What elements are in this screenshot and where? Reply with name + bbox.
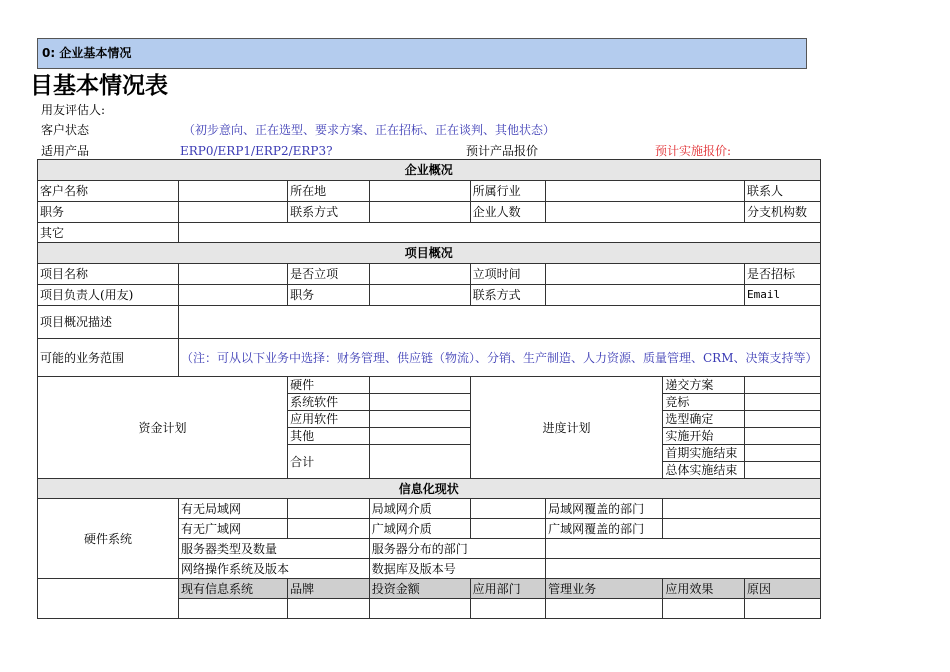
schedule-plan-label: 进度计划 bbox=[470, 377, 663, 479]
customer-name-label: 客户名称 bbox=[38, 181, 179, 202]
section-it-status: 信息化现状 bbox=[38, 479, 821, 499]
schedule-date-cell[interactable] bbox=[745, 394, 821, 411]
funding-item: 应用软件 bbox=[288, 411, 370, 428]
wan-cell[interactable] bbox=[288, 519, 370, 539]
section-project: 项目概况 bbox=[38, 243, 821, 264]
column-header: 应用部门 bbox=[470, 579, 545, 599]
network-os-label: 网络操作系统及版本 bbox=[179, 559, 370, 579]
info-table bbox=[37, 159, 821, 619]
dept-cell[interactable] bbox=[470, 599, 545, 619]
business-cell[interactable] bbox=[546, 599, 663, 619]
contact-method-cell[interactable] bbox=[369, 202, 470, 223]
owner-cell[interactable] bbox=[179, 285, 288, 306]
email-label: Email bbox=[745, 285, 821, 306]
server-type-label: 服务器类型及数量 bbox=[179, 539, 370, 559]
location-cell[interactable] bbox=[369, 181, 470, 202]
owner-position-label: 职务 bbox=[288, 285, 370, 306]
funding-amount-cell[interactable] bbox=[369, 377, 470, 394]
system-cell[interactable] bbox=[179, 599, 288, 619]
hardware-system-label: 硬件系统 bbox=[38, 499, 179, 579]
schedule-item: 递交方案 bbox=[663, 377, 745, 394]
schedule-date-cell[interactable] bbox=[745, 411, 821, 428]
lan-cell[interactable] bbox=[288, 499, 370, 519]
wan-medium-cell[interactable] bbox=[470, 519, 545, 539]
funding-amount-cell[interactable] bbox=[369, 428, 470, 445]
owner-position-cell[interactable] bbox=[369, 285, 470, 306]
contact-person-label: 联系人 bbox=[745, 181, 821, 202]
schedule-date-cell[interactable] bbox=[745, 377, 821, 394]
owner-contact-cell[interactable] bbox=[546, 285, 745, 306]
column-header: 品牌 bbox=[288, 579, 370, 599]
funding-item: 硬件 bbox=[288, 377, 370, 394]
branches-label: 分支机构数 bbox=[745, 202, 821, 223]
status-value[interactable]: （初步意向、正在选型、要求方案、正在招标、正在谈判、其他状态） bbox=[183, 123, 556, 137]
headcount-cell[interactable] bbox=[546, 202, 745, 223]
server-dept-label: 服务器分布的部门 bbox=[369, 539, 545, 559]
schedule-item: 实施开始 bbox=[663, 428, 745, 445]
impl-price-label: 预计实施报价: bbox=[655, 144, 732, 158]
software-system-label bbox=[38, 579, 179, 619]
wan-dept-cell[interactable] bbox=[663, 519, 820, 539]
approval-time-cell[interactable] bbox=[546, 264, 745, 285]
industry-cell[interactable] bbox=[546, 181, 745, 202]
tender-label: 是否招标 bbox=[745, 264, 821, 285]
reason-cell[interactable] bbox=[745, 599, 821, 619]
headcount-label: 企业人数 bbox=[470, 202, 545, 223]
scope-note[interactable]: （注：可从以下业务中选择：财务管理、供应链（物流）、分销、生产制造、人力资源、质量管理、CRM、决策支持等） bbox=[179, 339, 821, 377]
position-cell[interactable] bbox=[179, 202, 288, 223]
wan-medium-label: 广域网介质 bbox=[369, 519, 470, 539]
column-header: 原因 bbox=[745, 579, 821, 599]
approved-cell[interactable] bbox=[369, 264, 470, 285]
database-label: 数据库及版本号 bbox=[369, 559, 545, 579]
schedule-item: 竞标 bbox=[663, 394, 745, 411]
assessor-label: 用友评估人: bbox=[41, 103, 106, 117]
wan-label: 有无广域网 bbox=[179, 519, 288, 539]
description-cell[interactable] bbox=[179, 306, 821, 339]
lan-dept-cell[interactable] bbox=[663, 499, 820, 519]
sheet-header-band: 0: 企业基本情况 bbox=[37, 38, 807, 69]
lan-medium-label: 局域网介质 bbox=[369, 499, 470, 519]
customer-name-cell[interactable] bbox=[179, 181, 288, 202]
brand-cell[interactable] bbox=[288, 599, 370, 619]
funding-item: 其他 bbox=[288, 428, 370, 445]
other-label: 其它 bbox=[38, 223, 179, 243]
approval-time-label: 立项时间 bbox=[470, 264, 545, 285]
schedule-date-cell[interactable] bbox=[745, 428, 821, 445]
description-label: 项目概况描述 bbox=[38, 306, 179, 339]
wan-dept-label: 广域网覆盖的部门 bbox=[546, 519, 663, 539]
column-header: 现有信息系统 bbox=[179, 579, 288, 599]
server-dept-cell[interactable] bbox=[546, 539, 820, 559]
column-header: 投资金额 bbox=[369, 579, 470, 599]
product-value[interactable]: ERP0/ERP1/ERP2/ERP3? bbox=[180, 144, 333, 158]
effect-cell[interactable] bbox=[663, 599, 745, 619]
lan-label: 有无局域网 bbox=[179, 499, 288, 519]
investment-cell[interactable] bbox=[369, 599, 470, 619]
approved-label: 是否立项 bbox=[288, 264, 370, 285]
funding-item-total: 合计 bbox=[288, 445, 370, 479]
funding-item: 系统软件 bbox=[288, 394, 370, 411]
schedule-item: 总体实施结束 bbox=[663, 462, 745, 479]
funding-amount-cell[interactable] bbox=[369, 394, 470, 411]
section-enterprise: 企业概况 bbox=[38, 160, 821, 181]
owner-contact-label: 联系方式 bbox=[470, 285, 545, 306]
owner-label: 项目负责人(用友) bbox=[38, 285, 179, 306]
schedule-date-cell[interactable] bbox=[745, 462, 821, 479]
funding-amount-cell[interactable] bbox=[369, 411, 470, 428]
contact-method-label: 联系方式 bbox=[288, 202, 370, 223]
industry-label: 所属行业 bbox=[470, 181, 545, 202]
status-label: 客户状态 bbox=[41, 123, 90, 137]
product-label: 适用产品 bbox=[41, 144, 90, 158]
product-price-label: 预计产品报价 bbox=[466, 144, 539, 158]
other-cell[interactable] bbox=[179, 223, 821, 243]
project-name-cell[interactable] bbox=[179, 264, 288, 285]
project-name-label: 项目名称 bbox=[38, 264, 179, 285]
lan-dept-label: 局域网覆盖的部门 bbox=[546, 499, 663, 519]
column-header: 管理业务 bbox=[546, 579, 663, 599]
column-header: 应用效果 bbox=[663, 579, 745, 599]
schedule-item: 选型确定 bbox=[663, 411, 745, 428]
funding-plan-label: 资金计划 bbox=[38, 377, 288, 479]
funding-total-cell[interactable] bbox=[369, 445, 470, 479]
page-title: 目基本情况表 bbox=[30, 73, 168, 99]
location-label: 所在地 bbox=[288, 181, 370, 202]
database-cell[interactable] bbox=[546, 559, 820, 579]
lan-medium-cell[interactable] bbox=[470, 499, 545, 519]
schedule-item: 首期实施结束 bbox=[663, 445, 745, 462]
scope-label: 可能的业务范围 bbox=[38, 339, 179, 377]
schedule-date-cell[interactable] bbox=[745, 445, 821, 462]
position-label: 职务 bbox=[38, 202, 179, 223]
